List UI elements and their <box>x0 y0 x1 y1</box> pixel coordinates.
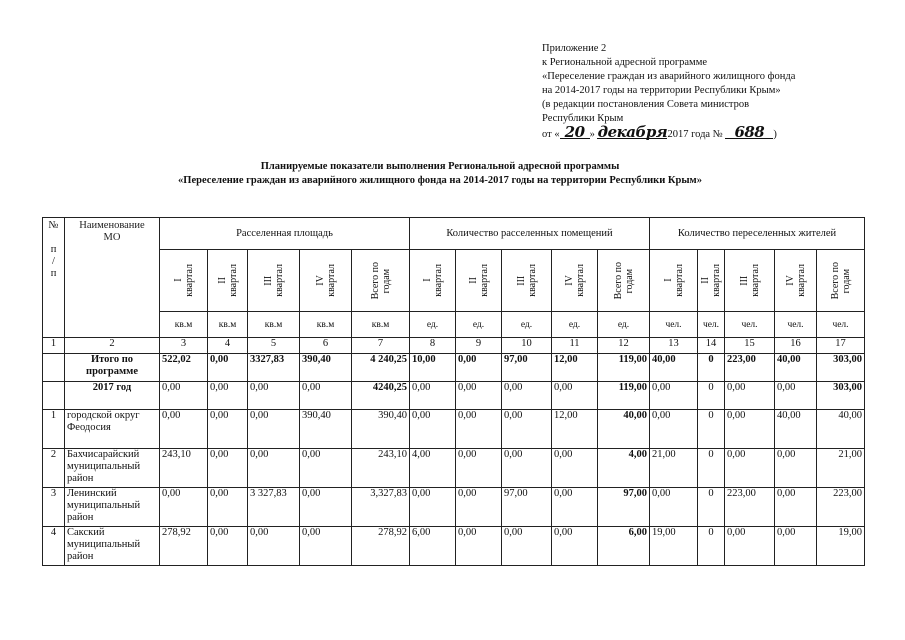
header-q3: III квартал <box>502 250 552 312</box>
column-number: 10 <box>502 338 552 354</box>
header-q2: II квартал <box>208 250 248 312</box>
table-row <box>43 527 865 566</box>
value-cell: 0,00 <box>650 410 698 449</box>
value-cell: 119,00 <box>598 354 650 382</box>
appendix-line: (в редакции постановления Совета министров <box>542 99 750 110</box>
municipality-name-text: Бахчисарайский муниципальный район <box>67 449 141 484</box>
column-number: 4 <box>208 338 248 354</box>
municipality-name <box>65 449 160 488</box>
column-number: 11 <box>552 338 598 354</box>
appendix-header <box>542 42 872 142</box>
title-line-2: «Переселение граждан из аварийного жилищного фонда на 2014-2017 годы на территории Республики Крым» <box>178 175 702 186</box>
value-cell: 119,00 <box>598 382 650 410</box>
value-cell: 390,40 <box>300 354 352 382</box>
municipality-name-text: Ленинский муниципальный район <box>67 488 141 523</box>
header-q4: IV квартал <box>300 250 352 312</box>
header-row-units <box>43 312 865 338</box>
value-cell: 6,00 <box>410 527 456 566</box>
total-row <box>43 354 865 382</box>
value-cell: 0,00 <box>300 488 352 527</box>
value-cell: 97,00 <box>502 354 552 382</box>
column-number: 6 <box>300 338 352 354</box>
value-cell: 4,00 <box>410 449 456 488</box>
municipality-name <box>65 354 160 382</box>
value-cell: 0 <box>698 527 725 566</box>
appendix-line: к Региональной адресной программе <box>542 57 708 68</box>
value-cell: 6,00 <box>598 527 650 566</box>
value-cell: 0,00 <box>208 410 248 449</box>
column-number: 16 <box>775 338 817 354</box>
unit-cell: чел. <box>817 312 865 338</box>
value-cell: 4,00 <box>598 449 650 488</box>
resolution-date-line <box>542 123 872 142</box>
value-cell: 0,00 <box>650 488 698 527</box>
value-cell: 0,00 <box>410 488 456 527</box>
value-cell: 4 240,25 <box>352 354 410 382</box>
date-mid: » <box>589 129 595 140</box>
header-q4: IV квартал <box>552 250 598 312</box>
header-group-area: Расселенная площадь <box>160 218 410 250</box>
row-number: 3 <box>43 488 65 527</box>
header-q1: I квартал <box>160 250 208 312</box>
municipality-name-text: городской округ Феодосия <box>67 410 140 433</box>
unit-cell: чел. <box>725 312 775 338</box>
value-cell: 0,00 <box>456 354 502 382</box>
header-q3: III квартал <box>725 250 775 312</box>
header-name: Наименование МО <box>65 218 160 338</box>
header-row-quarters <box>43 250 865 312</box>
appendix-line: на 2014-2017 годы на территории Республики Крым» <box>542 85 781 96</box>
header-q1: I квартал <box>410 250 456 312</box>
value-cell: 0,00 <box>248 527 300 566</box>
value-cell: 0,00 <box>160 382 208 410</box>
value-cell: 0 <box>698 382 725 410</box>
header-q2: II квартал <box>698 250 725 312</box>
unit-cell: кв.м <box>248 312 300 338</box>
unit-cell: чел. <box>650 312 698 338</box>
column-number-row <box>43 338 865 354</box>
value-cell: 243,10 <box>160 449 208 488</box>
row-number: 2 <box>43 449 65 488</box>
value-cell: 0,00 <box>300 527 352 566</box>
column-number: 7 <box>352 338 410 354</box>
appendix-line: Приложение 2 <box>542 43 607 54</box>
municipality-name <box>65 488 160 527</box>
value-cell: 0,00 <box>410 382 456 410</box>
year-row <box>43 382 865 410</box>
value-cell: 0,00 <box>775 488 817 527</box>
value-cell: 97,00 <box>598 488 650 527</box>
value-cell: 0,00 <box>725 382 775 410</box>
column-number: 15 <box>725 338 775 354</box>
column-number: 2 <box>65 338 160 354</box>
value-cell: 10,00 <box>410 354 456 382</box>
value-cell: 0,00 <box>725 410 775 449</box>
header-total: Всего по годам <box>352 250 410 312</box>
municipality-name-text: Итого по программе <box>86 354 138 377</box>
column-number: 8 <box>410 338 456 354</box>
value-cell: 223,00 <box>725 354 775 382</box>
value-cell: 0,00 <box>502 449 552 488</box>
value-cell: 0,00 <box>456 410 502 449</box>
value-cell: 0 <box>698 488 725 527</box>
column-number: 14 <box>698 338 725 354</box>
value-cell: 0,00 <box>552 527 598 566</box>
appendix-line: Республики Крым <box>542 113 624 124</box>
row-number: 4 <box>43 527 65 566</box>
value-cell: 0,00 <box>552 449 598 488</box>
value-cell: 0,00 <box>456 382 502 410</box>
handwritten-number: 688 <box>725 126 773 139</box>
value-cell: 278,92 <box>352 527 410 566</box>
unit-cell: ед. <box>502 312 552 338</box>
value-cell: 243,10 <box>352 449 410 488</box>
value-cell: 40,00 <box>775 354 817 382</box>
handwritten-month: декабря <box>597 123 668 141</box>
header-q4: IV квартал <box>775 250 817 312</box>
value-cell: 21,00 <box>650 449 698 488</box>
value-cell: 0,00 <box>160 488 208 527</box>
value-cell: 0,00 <box>775 382 817 410</box>
municipality-name-text: Сакский муниципальный район <box>67 527 141 562</box>
value-cell: 0 <box>698 410 725 449</box>
title-line-1: Планируемые показатели выполнения Региональной адресной программы <box>260 161 620 172</box>
value-cell: 0,00 <box>650 382 698 410</box>
value-cell: 0,00 <box>208 382 248 410</box>
value-cell: 0,00 <box>775 449 817 488</box>
value-cell: 0 <box>698 354 725 382</box>
table-row <box>43 410 865 449</box>
indicators-table <box>42 217 865 566</box>
unit-cell: чел. <box>775 312 817 338</box>
municipality-name <box>65 410 160 449</box>
column-number: 5 <box>248 338 300 354</box>
value-cell: 522,02 <box>160 354 208 382</box>
unit-cell: кв.м <box>352 312 410 338</box>
value-cell: 0,00 <box>456 488 502 527</box>
value-cell: 40,00 <box>775 410 817 449</box>
unit-cell: кв.м <box>300 312 352 338</box>
row-number <box>43 354 65 382</box>
value-cell: 0,00 <box>208 354 248 382</box>
value-cell: 303,00 <box>817 382 865 410</box>
unit-cell: ед. <box>410 312 456 338</box>
value-cell: 0,00 <box>248 382 300 410</box>
value-cell: 0,00 <box>160 410 208 449</box>
value-cell: 19,00 <box>650 527 698 566</box>
value-cell: 0,00 <box>552 382 598 410</box>
document-title <box>0 160 880 188</box>
table-row <box>43 449 865 488</box>
value-cell: 0,00 <box>300 382 352 410</box>
column-number: 12 <box>598 338 650 354</box>
value-cell: 390,40 <box>352 410 410 449</box>
header-no: № п / п <box>43 218 65 338</box>
column-number: 13 <box>650 338 698 354</box>
value-cell: 0,00 <box>456 449 502 488</box>
column-number: 1 <box>43 338 65 354</box>
handwritten-day: 20 <box>560 126 590 139</box>
municipality-name <box>65 382 160 410</box>
header-total: Всего по годам <box>598 250 650 312</box>
value-cell: 97,00 <box>502 488 552 527</box>
value-cell: 3,327,83 <box>352 488 410 527</box>
unit-cell: кв.м <box>208 312 248 338</box>
unit-cell: ед. <box>598 312 650 338</box>
value-cell: 40,00 <box>650 354 698 382</box>
value-cell: 3 327,83 <box>248 488 300 527</box>
value-cell: 0,00 <box>502 527 552 566</box>
value-cell: 0,00 <box>725 449 775 488</box>
value-cell: 303,00 <box>817 354 865 382</box>
value-cell: 0,00 <box>552 488 598 527</box>
value-cell: 12,00 <box>552 410 598 449</box>
value-cell: 3327,83 <box>248 354 300 382</box>
unit-cell: чел. <box>698 312 725 338</box>
value-cell: 223,00 <box>817 488 865 527</box>
value-cell: 0,00 <box>208 488 248 527</box>
value-cell: 390,40 <box>300 410 352 449</box>
data-rows <box>43 354 865 566</box>
value-cell: 40,00 <box>598 410 650 449</box>
unit-cell: ед. <box>456 312 502 338</box>
table-row <box>43 488 865 527</box>
date-suffix: ) <box>773 129 777 140</box>
value-cell: 40,00 <box>817 410 865 449</box>
header-row-groups <box>43 218 865 250</box>
header-q3: III квартал <box>248 250 300 312</box>
date-prefix: от « <box>542 129 560 140</box>
date-year: 2017 года № <box>667 129 723 140</box>
value-cell: 0,00 <box>248 449 300 488</box>
value-cell: 0,00 <box>410 410 456 449</box>
value-cell: 0,00 <box>456 527 502 566</box>
value-cell: 0,00 <box>208 527 248 566</box>
value-cell: 4240,25 <box>352 382 410 410</box>
appendix-line: «Переселение граждан из аварийного жилищного фонда <box>542 71 796 82</box>
value-cell: 0,00 <box>248 410 300 449</box>
value-cell: 21,00 <box>817 449 865 488</box>
header-group-rooms: Количество расселенных помещений <box>410 218 650 250</box>
header-total: Всего по годам <box>817 250 865 312</box>
header-q2: II квартал <box>456 250 502 312</box>
unit-cell: кв.м <box>160 312 208 338</box>
column-number: 17 <box>817 338 865 354</box>
header-q1: I квартал <box>650 250 698 312</box>
row-number <box>43 382 65 410</box>
value-cell: 0,00 <box>502 410 552 449</box>
value-cell: 0,00 <box>208 449 248 488</box>
value-cell: 12,00 <box>552 354 598 382</box>
value-cell: 0,00 <box>300 449 352 488</box>
column-number: 9 <box>456 338 502 354</box>
value-cell: 0,00 <box>502 382 552 410</box>
value-cell: 19,00 <box>817 527 865 566</box>
unit-cell: ед. <box>552 312 598 338</box>
municipality-name-text: 2017 год <box>92 382 132 393</box>
value-cell: 0,00 <box>775 527 817 566</box>
value-cell: 223,00 <box>725 488 775 527</box>
municipality-name <box>65 527 160 566</box>
column-number: 3 <box>160 338 208 354</box>
value-cell: 278,92 <box>160 527 208 566</box>
value-cell: 0 <box>698 449 725 488</box>
header-group-people: Количество переселенных жителей <box>650 218 865 250</box>
value-cell: 0,00 <box>725 527 775 566</box>
row-number: 1 <box>43 410 65 449</box>
